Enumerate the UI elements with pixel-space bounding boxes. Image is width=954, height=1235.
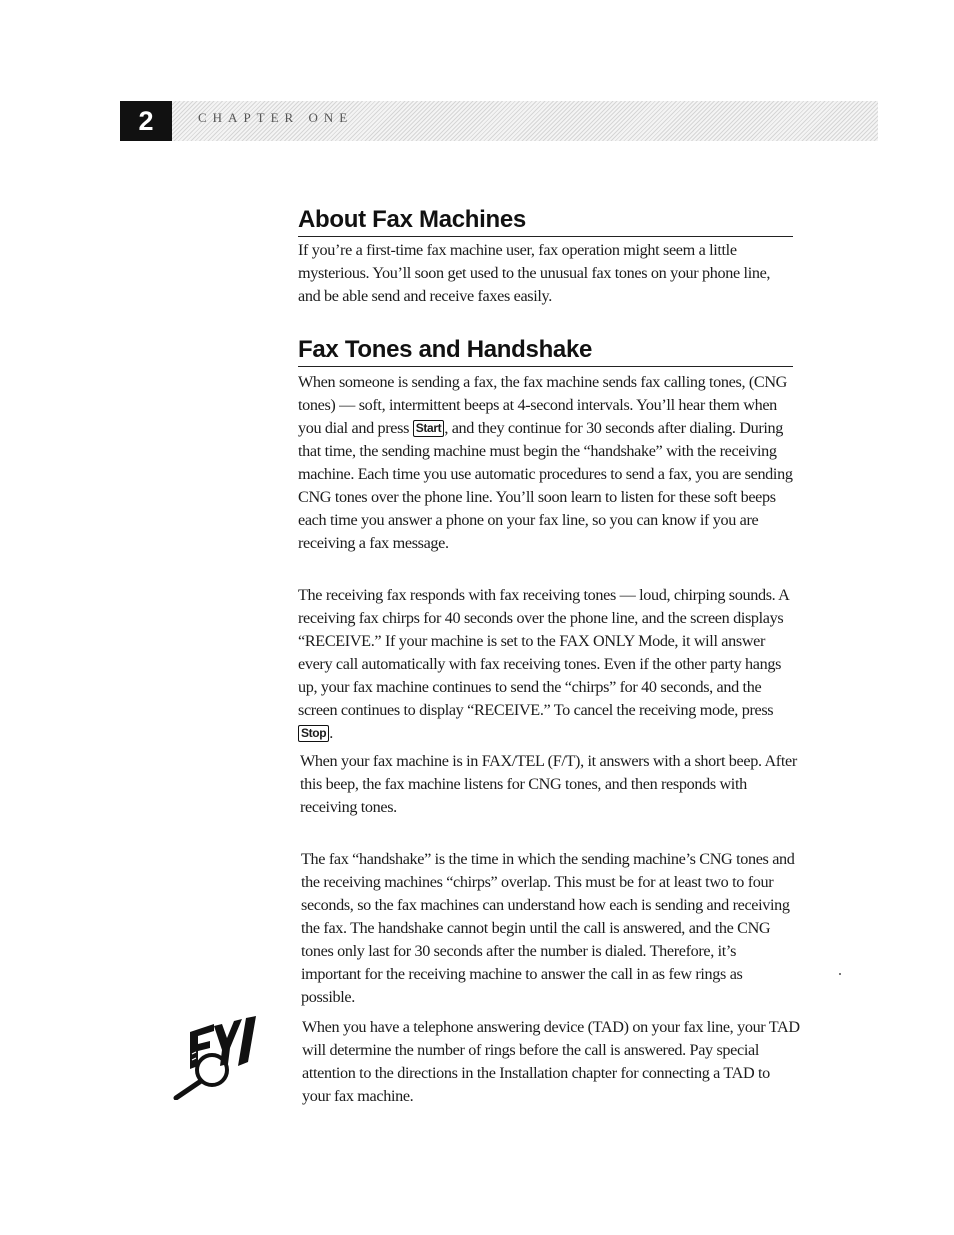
paragraph-calling-tones xyxy=(298,371,796,555)
heading-about-fax-machines: About Fax Machines xyxy=(298,206,793,237)
start-key-label: Start xyxy=(413,420,445,437)
paragraph-calling-tones-part1: When someone is sending a fax, the fax machine sends fax calling tones, (CNG tones) — soft, intermittent beeps at 4-second intervals. You’ll hear them when you dial and press xyxy=(298,373,788,437)
paragraph-about-intro: If you’re a first-time fax machine user, fax operation might seem a little mysterious. You’ll soon get used to the unusual fax tones on your phone line, and be able send and receive faxes easily. xyxy=(298,241,771,305)
paragraph-fax-tel-mode: When your fax machine is in FAX/TEL (F/T), it answers with a short beep. After this beep, the fax machine listens for CNG tones, and then responds with receiving tones. xyxy=(300,752,797,816)
page-number: 2 xyxy=(120,101,172,141)
paragraph-receiving-tones-part1: The receiving fax responds with fax receiving tones — loud, chirping sounds. A receiving fax chirps for 40 seconds over the phone line, and the screen displays “RECEIVE.” If your machine is set to the FAX ONLY Mode, it will answer every call automatically with fax receiving tones. Even if the other party hangs up, your fax machine continues to send the “chirps” for 40 seconds, and the screen continues to display “RECEIVE.” To cancel the receiving mode, press xyxy=(298,586,789,719)
stop-key-label: Stop xyxy=(298,725,329,742)
fyi-magnifier-icon xyxy=(170,1014,262,1100)
paragraph-receiving-tones-part2: . xyxy=(329,724,333,742)
paragraph-receiving-tones xyxy=(298,584,796,745)
paragraph-handshake: The fax “handshake” is the time in which the sending machine’s CNG tones and the receiving machines “chirps” overlap. This must be for at least two to four seconds, so the fax machines can understand how each is sending and receiving the fax. The handshake cannot begin until the call is answered, and the CNG tones only last for 30 seconds after the number is dialed. Therefore, it’s important for the receiving machine to answer the call in as few rings as possible. xyxy=(301,850,795,1006)
paragraph-calling-tones-part2: , and they continue for 30 seconds after dialing. During that time, the sending machine must begin the “handshake” with the receiving machine. Each time you use automatic procedures to send a fax, you are sending CNG tones over the phone line. You’ll soon learn to listen for these soft beeps each time you answer a phone on your fax line, so you can know if you are receiving a fax message. xyxy=(298,419,793,552)
margin-speck xyxy=(839,973,841,975)
fyi-note: When you have a telephone answering device (TAD) on your fax line, your TAD will determine the number of rings before the call is answered. Pay special attention to the directions in the Installation chapter for connecting a TAD to your fax machine. xyxy=(302,1018,800,1105)
heading-fax-tones-handshake: Fax Tones and Handshake xyxy=(298,336,793,367)
chapter-label: CHAPTER ONE xyxy=(198,110,354,125)
